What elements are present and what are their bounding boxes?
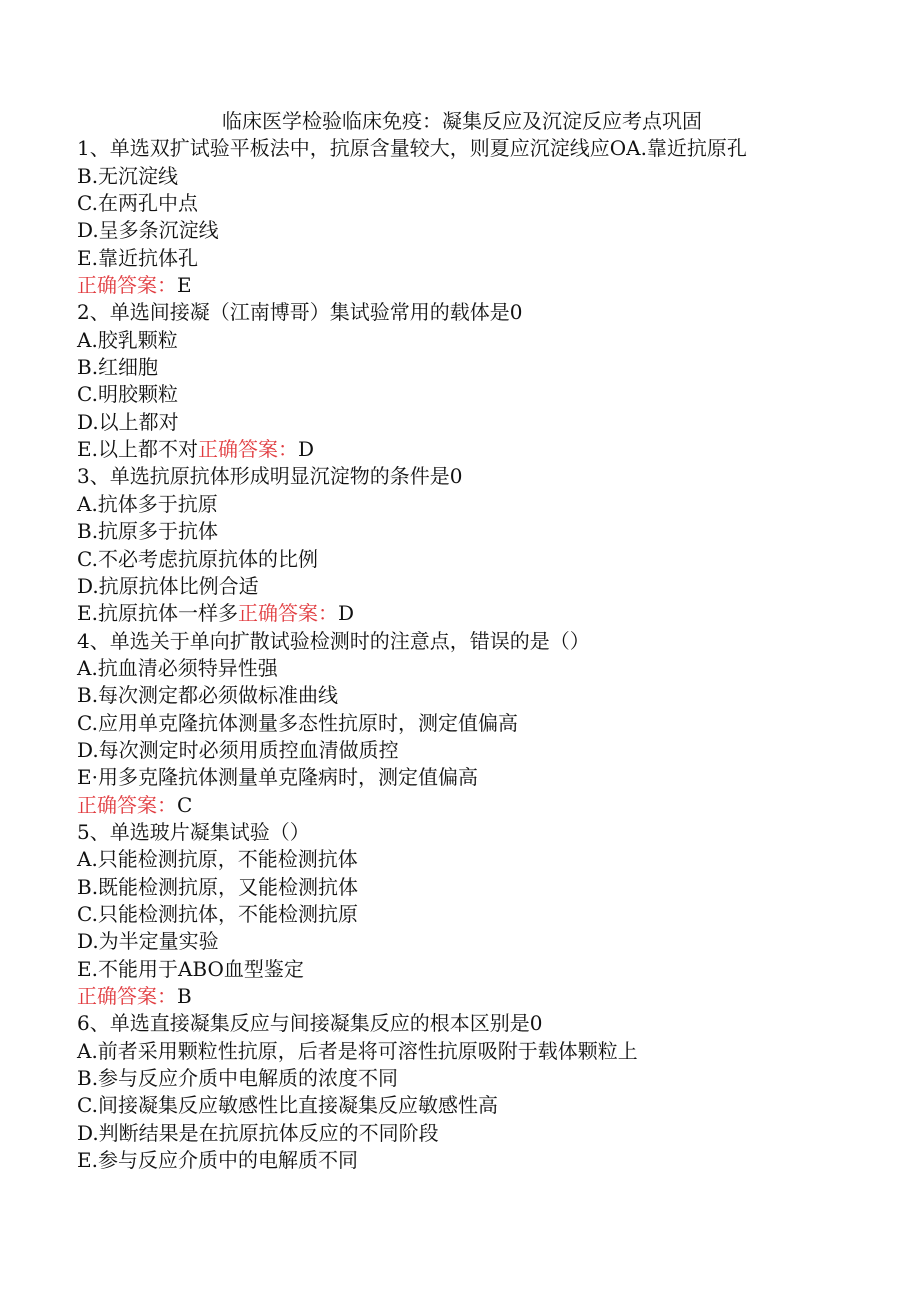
option — [77, 682, 837, 709]
answer-value: D — [337, 601, 355, 626]
option-text: B.既能检测抗原，又能检测抗体 — [77, 874, 359, 899]
option-text: A.前者采用颗粒性抗原，后者是将可溶性抗原吸附于载体颗粒上 — [77, 1038, 638, 1063]
answer-value: D — [297, 437, 315, 462]
option-text: D.抗原抗体比例合适 — [77, 573, 259, 598]
option — [77, 491, 837, 518]
option-text: D.为半定量实验 — [77, 929, 219, 954]
correct-answer — [77, 983, 837, 1010]
option-text: C.间接凝集反应敏感性比直接凝集反应敏感性高 — [77, 1093, 498, 1118]
option — [77, 546, 837, 573]
option-text: C.不必考虑抗原抗体的比例 — [77, 546, 318, 571]
option-text: E·用多克隆抗体测量单克隆病时，测定值偏高 — [77, 765, 478, 790]
option-text: B.每次测定都必须做标准曲线 — [77, 683, 339, 708]
option-text: D.每次测定时必须用质控血清做质控 — [77, 737, 399, 762]
question-stem: 1、单选双扩试验平板法中，抗原含量较大，则夏应沉淀线应OA.靠近抗原孔 — [77, 136, 747, 161]
option — [77, 245, 837, 272]
option — [77, 327, 837, 354]
option-text: B.参与反应介质中电解质的浓度不同 — [77, 1066, 399, 1091]
option — [77, 764, 837, 791]
answer-value: C — [177, 792, 193, 817]
answer-value: E — [177, 273, 192, 298]
option — [77, 737, 837, 764]
question — [77, 463, 837, 627]
option — [77, 600, 837, 627]
option — [77, 518, 837, 545]
option — [77, 956, 837, 983]
option-text: D.以上都对 — [77, 409, 179, 434]
answer-label: 正确答案： — [77, 792, 177, 817]
option — [77, 1120, 837, 1147]
option — [77, 874, 837, 901]
option-text: B.抗原多于抗体 — [77, 519, 219, 544]
option-text: E.参与反应介质中的电解质不同 — [77, 1148, 358, 1173]
option — [77, 1147, 837, 1174]
option-text: C.只能检测抗体，不能检测抗原 — [77, 901, 358, 926]
option-text: E.抗原抗体一样多 — [77, 601, 238, 626]
question — [77, 819, 837, 1010]
option — [77, 655, 837, 682]
question — [77, 299, 837, 463]
option-text: E.不能用于ABO血型鉴定 — [77, 956, 304, 981]
document — [77, 108, 837, 1174]
question — [77, 135, 837, 299]
question-stem: 5、单选玻片凝集试验（） — [77, 819, 310, 844]
document-title: 临床医学检验临床免疫：凝集反应及沉淀反应考点巩固 — [222, 109, 702, 133]
option-text: C.明胶颗粒 — [77, 382, 178, 407]
option — [77, 1065, 837, 1092]
answer-label: 正确答案： — [77, 984, 177, 1008]
option — [77, 901, 837, 928]
option-text: C.应用单克隆抗体测量多态性抗原时，测定值偏高 — [77, 710, 518, 735]
answer-label: 正确答案： — [77, 273, 177, 298]
question-stem: 6、单选直接凝集反应与间接凝集反应的根本区别是0 — [77, 1011, 543, 1036]
option — [77, 1092, 837, 1119]
option — [77, 190, 837, 217]
option — [77, 217, 837, 244]
option-text: D.判断结果是在抗原抗体反应的不同阶段 — [77, 1120, 439, 1145]
correct-answer — [77, 272, 837, 299]
option — [77, 354, 837, 381]
answer-label: 正确答案： — [197, 437, 298, 462]
question — [77, 1010, 837, 1174]
option — [77, 381, 837, 408]
correct-answer — [77, 792, 837, 819]
option — [77, 163, 837, 190]
question-list — [77, 135, 837, 1174]
option — [77, 409, 837, 436]
option-text: E.靠近抗体孔 — [77, 245, 198, 270]
answer-label: 正确答案： — [237, 601, 338, 626]
option — [77, 1038, 837, 1065]
question — [77, 628, 837, 819]
question-stem: 4、单选关于单向扩散试验检测时的注意点，错误的是（） — [77, 628, 590, 653]
option-text: A.只能检测抗原，不能检测抗体 — [77, 847, 358, 872]
option-text: B.红细胞 — [77, 355, 159, 380]
answer-value: B — [177, 984, 192, 1008]
option-text: E.以上都不对 — [77, 437, 198, 462]
option-text: A.胶乳颗粒 — [77, 327, 178, 352]
option-text: A.抗血清必须特异性强 — [77, 655, 278, 680]
option — [77, 710, 837, 737]
option-text: D.呈多条沉淀线 — [77, 218, 219, 243]
option — [77, 846, 837, 873]
option-text: A.抗体多于抗原 — [77, 491, 218, 516]
option-text: C.在两孔中点 — [77, 191, 198, 216]
option — [77, 436, 837, 463]
question-stem: 2、单选间接凝（江南博哥）集试验常用的载体是0 — [77, 300, 523, 325]
option — [77, 928, 837, 955]
option-text: B.无沉淀线 — [77, 163, 179, 188]
option — [77, 573, 837, 600]
question-stem: 3、单选抗原抗体形成明显沉淀物的条件是0 — [77, 464, 463, 489]
